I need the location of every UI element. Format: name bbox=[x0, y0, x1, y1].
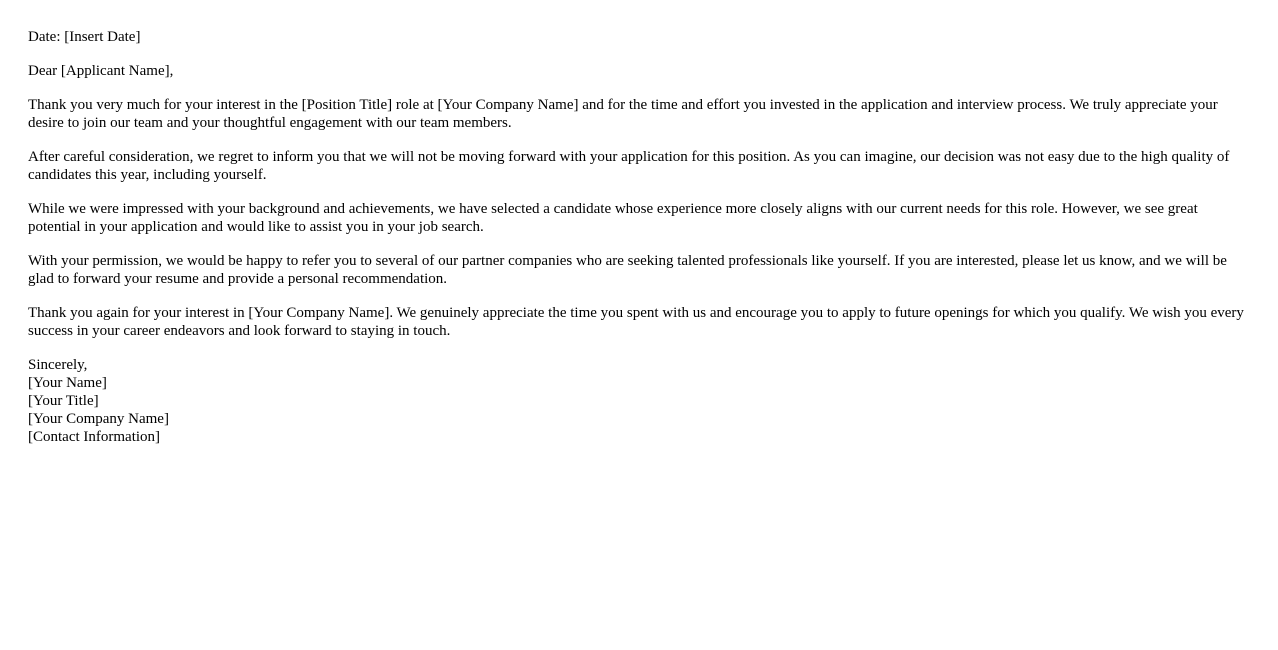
paragraph-referral: With your permission, we would be happy to refer you to several of our partner companies who are seeking talented professionals like yourself. If you are interested, please let us know, and we will be glad to forward your resume and provide a personal recommendation. bbox=[28, 253, 1227, 287]
signer-title: [Your Title] bbox=[28, 393, 99, 409]
paragraph-closing-thanks: Thank you again for your interest in [Your Company Name]. We genuinely appreciate the time you spent with us and encourage you to apply to future openings for which you qualify. We wish you every success in your career endeavors and look forward to staying in touch. bbox=[28, 305, 1244, 339]
paragraph-decision: After careful consideration, we regret to inform you that we will not be moving forward with your application for this position. As you can imagine, our decision was not easy due to the high quality of candidates this year, including yourself. bbox=[28, 149, 1230, 183]
signer-contact: [Contact Information] bbox=[28, 429, 161, 445]
salutation: Dear [Applicant Name], bbox=[28, 63, 174, 79]
signer-name: [Your Name] bbox=[28, 375, 107, 391]
paragraph-thanks: Thank you very much for your interest in the [Position Title] role at [Your Company Name] and for the time and effort you invested in the application and interview process. We truly appreciate your desire to join our team and your thoughtful engagement with our team members. bbox=[28, 97, 1218, 131]
date-line: Date: [Insert Date] bbox=[28, 29, 141, 45]
letter bbox=[28, 28, 1250, 446]
sign-off: Sincerely, bbox=[28, 357, 88, 373]
signer-company: [Your Company Name] bbox=[28, 411, 169, 427]
paragraph-selection: While we were impressed with your background and achievements, we have selected a candidate whose experience more closely aligns with our current needs for this role. However, we see great potential in your application and would like to assist you in your job search. bbox=[28, 201, 1198, 235]
signature-block bbox=[28, 356, 1250, 446]
